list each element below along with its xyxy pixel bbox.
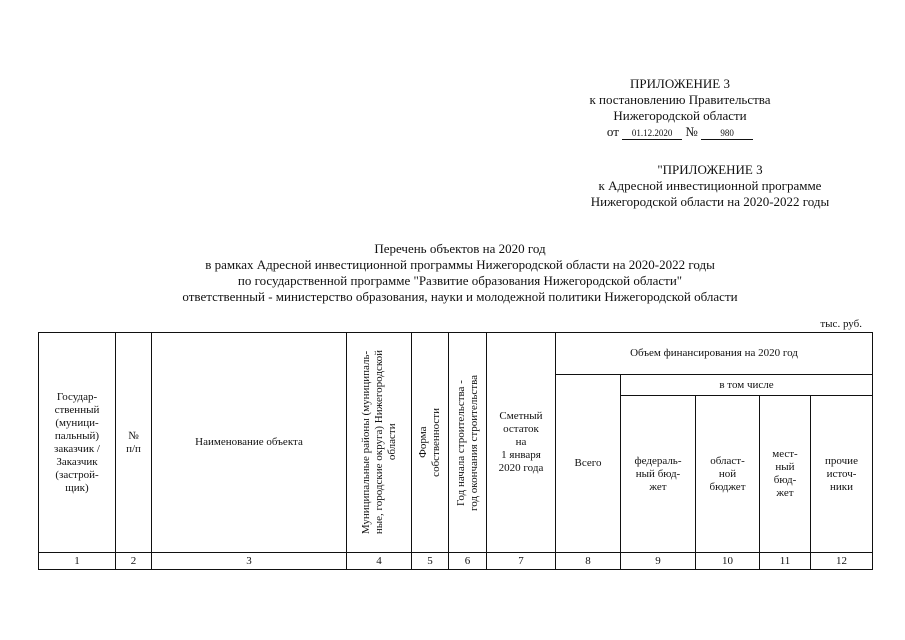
header-districts: Муниципальные районы (муниципаль- ные, городские округа) Нижегородской области [359, 350, 398, 535]
colnum-4: 4 [346, 552, 412, 570]
appendix2-line2: к Адресной инвестиционной программе [598, 178, 822, 193]
number-label: № [685, 124, 698, 139]
appendix-line3: Нижегородской области [613, 108, 747, 123]
header-districts-cell [346, 332, 412, 553]
decree-date: 01.12.2020 [622, 128, 682, 140]
header-total: Всего [555, 374, 621, 553]
colnum-6: 6 [448, 552, 487, 570]
objects-table [38, 332, 873, 572]
colnum-9: 9 [620, 552, 696, 570]
colnum-12: 12 [810, 552, 873, 570]
header-ownership: Форма собственности [417, 408, 442, 477]
appendix-date-line [520, 124, 840, 140]
list-title [60, 241, 860, 305]
colnum-3: 3 [151, 552, 347, 570]
appendix2-header [520, 162, 900, 210]
header-years-cell [448, 332, 487, 553]
appendix-header [520, 76, 840, 140]
header-years: Год начала строительства - год окончания строительства [454, 374, 480, 511]
header-regional: област- ной бюджет [695, 395, 760, 553]
list-title-line3: по государственной программе "Развитие образования Нижегородской области" [237, 273, 683, 288]
list-title-line2: в рамках Адресной инвестиционной программы Нижегородской области на 2020-2022 годы [205, 257, 715, 272]
units-label: тыс. руб. [820, 318, 862, 330]
decree-number: 980 [701, 128, 753, 140]
header-including: в том числе [620, 374, 873, 396]
colnum-1: 1 [38, 552, 116, 570]
header-federal: федераль- ный бюд- жет [620, 395, 696, 553]
colnum-2: 2 [115, 552, 152, 570]
colnum-7: 7 [486, 552, 556, 570]
header-name: Наименование объекта [151, 332, 347, 553]
header-num: № п/п [115, 332, 152, 553]
appendix-title: ПРИЛОЖЕНИЕ 3 [630, 76, 730, 91]
header-local: мест- ный бюд- жет [759, 395, 811, 553]
header-customer: Государ- ственный (муници- пальный) заказчик / Заказчик (застрой- щик) [38, 332, 116, 553]
colnum-8: 8 [555, 552, 621, 570]
header-funding: Объем финансирования на 2020 год [555, 332, 873, 375]
list-title-line4: ответственный - министерство образования, науки и молодежной политики Нижегородской области [182, 289, 738, 304]
colnum-5: 5 [411, 552, 449, 570]
from-label: от [606, 124, 619, 139]
header-balance: Сметный остаток на 1 января 2020 года [486, 332, 556, 553]
colnum-10: 10 [695, 552, 760, 570]
appendix2-line3: Нижегородской области на 2020-2022 годы [590, 194, 830, 209]
list-title-line1: Перечень объектов на 2020 год [374, 241, 546, 256]
appendix-line2: к постановлению Правительства [589, 92, 771, 107]
colnum-11: 11 [759, 552, 811, 570]
header-other: прочие источ- ники [810, 395, 873, 553]
appendix2-title: "ПРИЛОЖЕНИЕ 3 [657, 162, 763, 177]
header-ownership-cell [411, 332, 449, 553]
